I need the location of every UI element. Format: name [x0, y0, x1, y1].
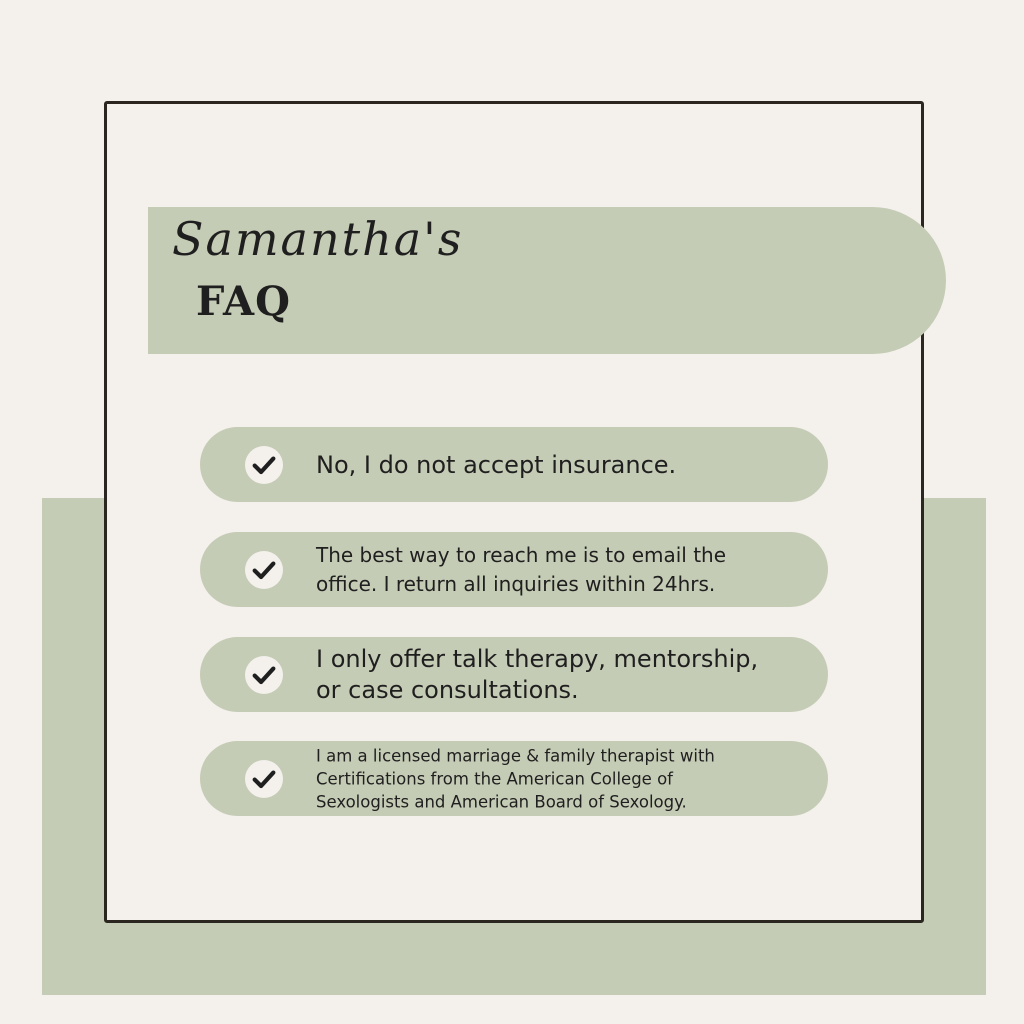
- faq-answer: No, I do not accept insurance.: [316, 450, 677, 479]
- faq-item: [200, 741, 828, 816]
- faq-item: [200, 637, 828, 712]
- faq-item: [200, 532, 828, 607]
- check-icon: [245, 551, 283, 589]
- faq-item: [200, 427, 828, 502]
- check-icon: [245, 760, 283, 798]
- faq-answer: I am a licensed marriage & family therapist with Certifications from the American College of Sexologists and American Board of Sexology.: [316, 746, 715, 811]
- page-title: FAQ: [196, 278, 291, 325]
- faq-answer: I only offer talk therapy, mentorship, or case consultations.: [316, 644, 759, 704]
- faq-answer: The best way to reach me is to email the office. I return all inquiries within 24hrs.: [316, 542, 727, 596]
- check-icon: [245, 446, 283, 484]
- title-script: Samantha's: [172, 212, 464, 266]
- check-icon: [245, 656, 283, 694]
